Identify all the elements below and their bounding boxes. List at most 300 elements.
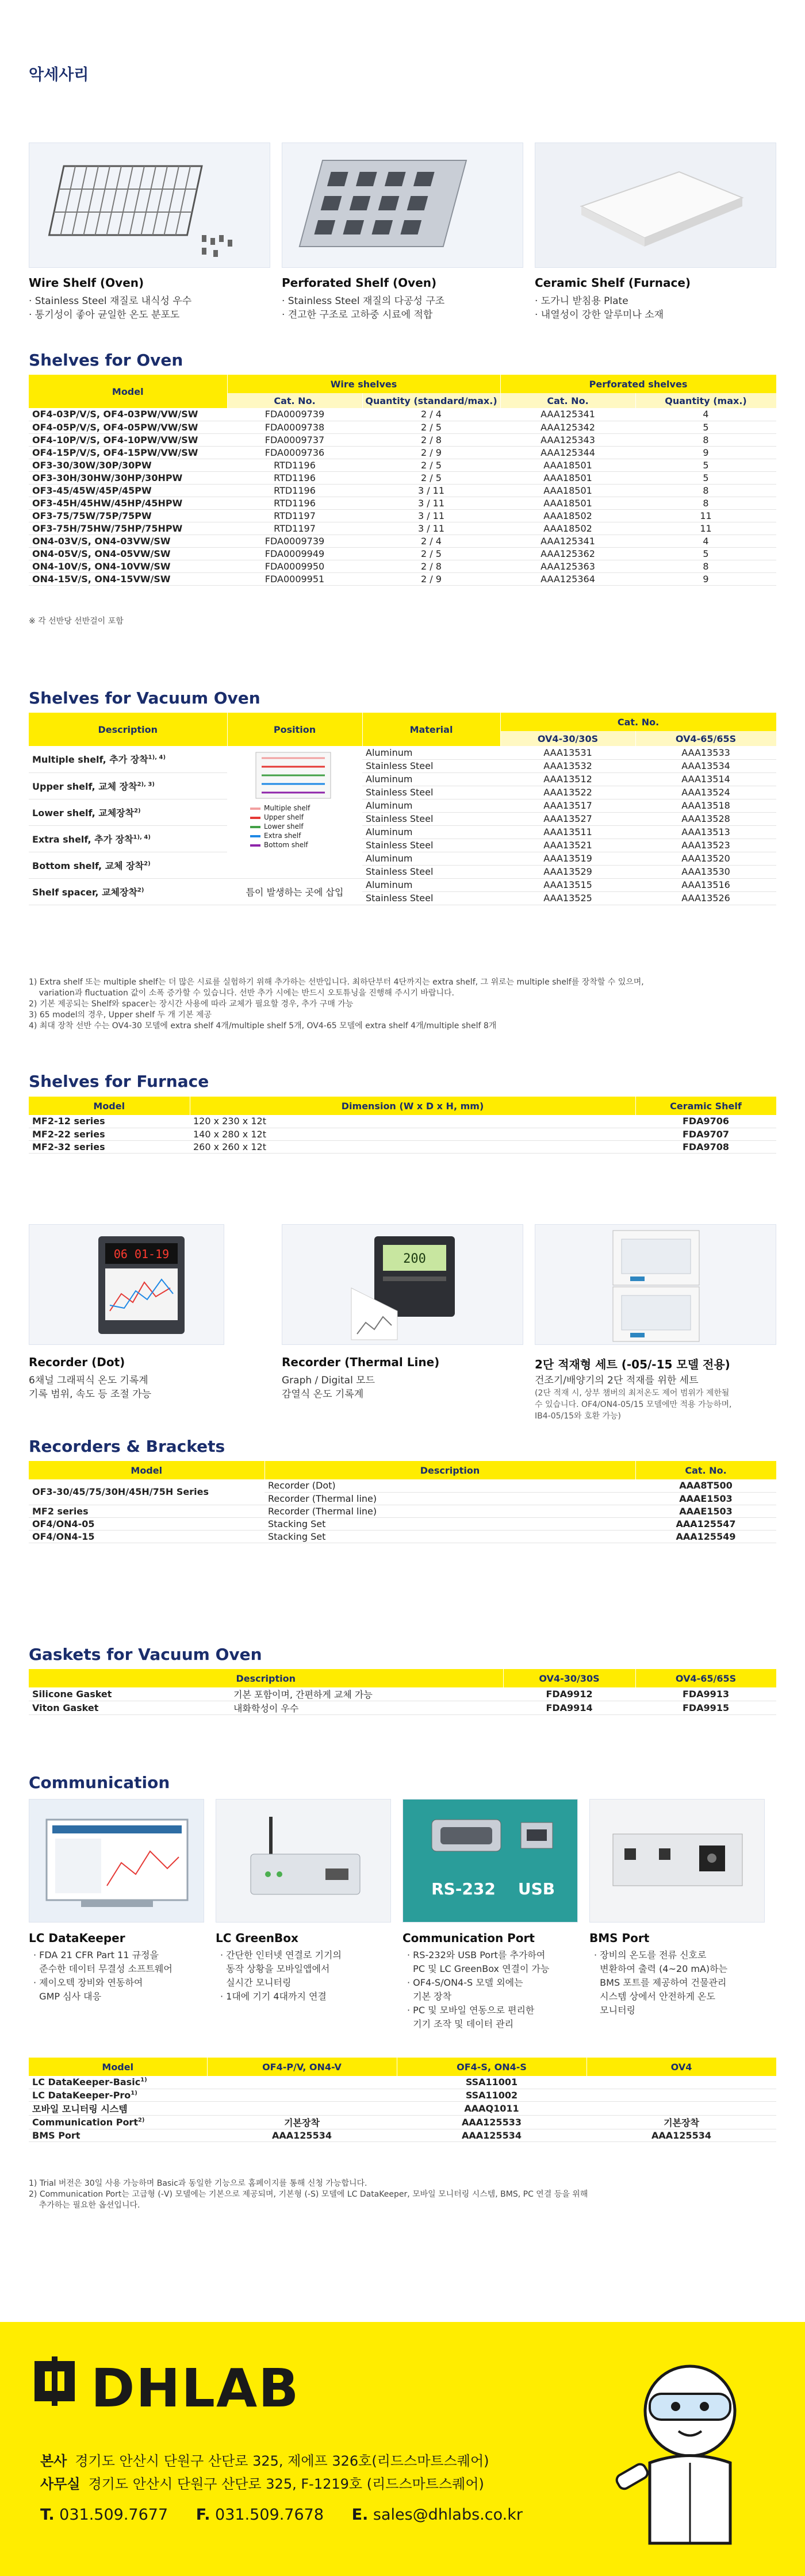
spacer-position-cell: 틈이 발생하는 곳에 삽입 [227,878,362,905]
material-cell: Aluminum [362,772,500,786]
perf-qty-cell: 4 [635,535,776,547]
perf-cat-cell: AAA125341 [500,535,635,547]
ov4-65-cat-cell: AAA13534 [635,759,776,772]
tel-value[interactable]: 031.509.7677 [59,2506,168,2524]
table-row [29,2129,776,2141]
description-cell [29,878,227,905]
vacuum-footnote: variation과 fluctuation 값이 소폭 증가할 수 있습니다. 선반 추가 시에는 반드시 오토튜닝을 진행해 주시기 바랍니다. [29,989,454,998]
recorder-dot-desc-2: 기록 범위, 속도 등 조절 가능 [29,1389,152,1400]
bms-port-desc-4: 시스템 상에서 안전하게 온도 [594,1991,715,2002]
bms-port-desc-1: · 장비의 온도를 전류 신호로 [594,1950,707,1960]
description-cell: Recorder (Thermal line) [264,1505,635,1517]
wire-shelf-illustration [29,143,270,268]
stacking-set-photo [535,1224,776,1345]
table-row [29,547,776,560]
recorder-thermal-photo [282,1224,523,1345]
model-cell: ON4-15V/S, ON4-15VW/SW [29,572,227,585]
vacuum-footnote: 2) 기본 제공되는 Shelf와 spacer는 장시간 사용에 따라 교체가 필요할 경우, 추가 구매 가능 [29,999,354,1009]
ov4-65-cat-cell: FDA9915 [635,1701,776,1715]
ov4-30-cat-cell: AAA13517 [500,799,635,812]
material-cell: Stainless Steel [362,759,500,772]
communication-footnote: 2) Communication Port는 고급형 (-V) 모델에는 기본으로 제공되며, 기본형 (-S) 모델에 LC DataKeeper, 모바일 모니터링 시스템, BMS, PC 연결 등을 위해 [29,2190,588,2199]
description-footnote: 1), 4) [148,754,166,761]
table-row [29,852,776,865]
wire-qty-cell: 2 / 8 [362,433,500,446]
recorder-thermal-desc-1: Graph / Digital 모드 [282,1375,375,1386]
description-cell [29,852,227,878]
wire-qty-cell: 2 / 4 [362,408,500,421]
office-address-line [40,2473,484,2493]
shelves-vacuum-table [29,713,777,905]
wire-qty-cell: 3 / 11 [362,484,500,497]
description-text: Shelf spacer, 교체장착 [32,886,137,898]
stacking-set-desc-1: 건조기/배양기의 2단 적재를 위한 세트 [535,1375,699,1386]
legend-item [233,831,356,840]
perf-cat-cell: AAA125364 [500,572,635,585]
material-cell: Stainless Steel [362,786,500,799]
col-description: Description [29,1669,503,1687]
cat-cell: 기본장착 [207,2115,397,2129]
table-row [29,1517,776,1530]
dimension-cell: 260 x 260 x 12t [190,1140,635,1153]
bms-port-desc-5: 모니터링 [594,2005,635,2016]
dimension-cell: 140 x 280 x 12t [190,1128,635,1140]
hq-label: 본사 [40,2453,67,2469]
cat-cell: AAA125533 [397,2115,586,2129]
lc-datakeeper-desc-4: GMP 심사 대응 [33,1991,102,2002]
table-row [29,825,776,839]
ceramic-cat-cell: FDA9706 [635,1115,776,1128]
model-label: LC DataKeeper-Pro [32,2089,131,2101]
table-row [29,459,776,471]
mascot-icon [615,2366,735,2543]
wire-cat-cell: RTD1196 [227,497,362,509]
shelves-oven-title: Shelves for Oven [29,351,183,370]
lc-greenbox-desc-4: · 1대에 기기 4대까지 연결 [220,1991,327,2002]
table-row [29,772,776,786]
model-cell: OF4-10P/V/S, OF4-10PW/VW/SW [29,433,227,446]
perf-qty-cell: 5 [635,459,776,471]
table-row [29,2076,776,2089]
wire-qty-cell: 2 / 8 [362,560,500,572]
lc-greenbox-illustration [216,1800,391,1923]
table-row [29,421,776,433]
table-row [29,2089,776,2101]
legend-item [233,813,356,822]
ov4-65-cat-cell: AAA13533 [635,746,776,759]
wire-cat-cell: FDA0009949 [227,547,362,560]
ov4-30-cat-cell: AAA13525 [500,891,635,905]
perf-cat-cell: AAA18502 [500,509,635,522]
ov4-65-cat-cell: AAA13514 [635,772,776,786]
stacking-set-title: 2단 적재형 세트 (-05/-15 모델 전용) [535,1358,730,1371]
brand-name: DHLAB [91,2358,300,2419]
col-wire-cat: Cat. No. [227,393,362,408]
cat-cell: AAAQ1011 [207,2101,776,2115]
table-row [29,572,776,585]
hq-address: 경기도 안산시 단원구 산단로 325, 제에프 326호(리드스마트스퀘어) [75,2453,489,2469]
model-cell: MF2 series [29,1505,264,1517]
legend-swatch [250,844,260,847]
lc-datakeeper-title: LC DataKeeper [29,1931,125,1945]
wire-qty-cell: 2 / 9 [362,572,500,585]
description-footnote: 2), 3) [137,781,155,788]
col-cat: Cat. No. [500,713,776,731]
wire-qty-cell: 2 / 9 [362,446,500,459]
perforated-shelf-illustration [282,143,523,268]
model-label: 모바일 모니터링 시스템 [32,2103,128,2114]
email-label: E. [351,2506,369,2524]
ceramic-cat-cell: FDA9708 [635,1140,776,1153]
wire-cat-cell: RTD1197 [227,509,362,522]
model-cell [29,2089,207,2101]
ov4-30-cat-cell: AAA13529 [500,865,635,878]
tel-label: T. [40,2506,55,2524]
model-cell: OF3-30/45/75/30H/45H/75H Series [29,1479,264,1505]
wire-qty-cell: 2 / 5 [362,471,500,484]
gasket-name-cell: Silicone Gasket [29,1687,230,1701]
ceramic-cat-cell: FDA9707 [635,1128,776,1140]
description-cell [29,746,227,772]
col-cat: Cat. No. [635,1461,776,1479]
table-row [29,1701,776,1715]
legend-swatch [250,826,260,828]
cat-cell: 기본장착 [586,2115,776,2129]
perf-cat-cell: AAA18501 [500,497,635,509]
perforated-shelf-title: Perforated Shelf (Oven) [282,276,437,290]
perf-qty-cell: 8 [635,560,776,572]
perf-qty-cell: 5 [635,421,776,433]
communication-port-desc-4: 기본 장착 [407,1991,452,2002]
ov4-30-cat-cell: AAA13515 [500,878,635,891]
description-text: Extra shelf, 추가 장착 [32,833,133,845]
ov4-30-cat-cell: FDA9912 [503,1687,635,1701]
shelves-oven-table [29,375,777,586]
stacking-set-illustration [535,1225,776,1345]
perf-cat-cell: AAA18501 [500,459,635,471]
table-row [29,509,776,522]
model-cell [29,2076,207,2089]
table-row [29,1115,776,1128]
ov4-65-cat-cell: AAA13518 [635,799,776,812]
lc-greenbox-desc-1: · 간단한 인터넷 연결로 기기의 [220,1950,342,1960]
perf-cat-cell: AAA125344 [500,446,635,459]
stacking-set-desc-3: 수 있습니다. OF4/ON4-05/15 모델에만 적용 가능하며, [535,1400,732,1409]
model-cell: ON4-05V/S, ON4-05VW/SW [29,547,227,560]
col-perforated: Perforated shelves [500,375,776,393]
perf-cat-cell: AAA125362 [500,547,635,560]
recorder-thermal-display: 200 [403,1252,426,1266]
model-cell: MF2-32 series [29,1140,190,1153]
description-cell: Recorder (Dot) [264,1479,635,1492]
perf-qty-cell: 11 [635,509,776,522]
description-text: Lower shelf, 교체장착 [32,807,135,818]
material-cell: Aluminum [362,878,500,891]
table-row [29,471,776,484]
col-description: Description [29,713,227,746]
description-cell: Stacking Set [264,1530,635,1543]
communication-table [29,2058,777,2142]
model-cell [29,2101,207,2115]
wire-cat-cell: FDA0009738 [227,421,362,433]
usb-label: USB [518,1879,555,1898]
recorder-dot-illustration [29,1225,224,1345]
wire-cat-cell: FDA0009950 [227,560,362,572]
model-cell: MF2-12 series [29,1115,190,1128]
perf-qty-cell: 5 [635,547,776,560]
col-ov4-65: OV4-65/65S [635,1669,776,1687]
col-ceramic: Ceramic Shelf [635,1097,776,1115]
model-label: Communication Port [32,2116,138,2128]
lc-greenbox-title: LC GreenBox [216,1931,298,1945]
wire-cat-cell: FDA0009951 [227,572,362,585]
communication-port-desc-6: 기기 조작 및 데이터 관리 [407,2018,514,2029]
description-cell [29,772,227,799]
col-position: Position [227,713,362,746]
perf-qty-cell: 11 [635,522,776,535]
table-row [29,484,776,497]
description-cell [29,799,227,825]
ov4-30-cat-cell: AAA13511 [500,825,635,839]
cat-cell: AAA125547 [635,1517,776,1530]
ov4-30-cat-cell: AAA13527 [500,812,635,825]
model-cell: OF4-05P/V/S, OF4-05PW/VW/SW [29,421,227,433]
perf-cat-cell: AAA18502 [500,522,635,535]
perf-qty-cell: 8 [635,497,776,509]
ov4-65-cat-cell: AAA13523 [635,839,776,852]
wire-qty-cell: 2 / 5 [362,547,500,560]
wire-cat-cell: FDA0009739 [227,408,362,421]
table-row [29,560,776,572]
ov4-65-cat-cell: AAA13513 [635,825,776,839]
material-cell: Aluminum [362,799,500,812]
lc-greenbox-desc-3: 실시간 모니터링 [220,1977,292,1988]
model-cell: OF3-30/30W/30P/30PW [29,459,227,471]
lc-datakeeper-desc-3: · 제이오텍 장비와 연동하여 [33,1977,143,1988]
cat-cell: AAAE1503 [635,1492,776,1505]
dhlab-logo-icon [34,2356,75,2406]
legend-label: Multiple shelf [264,804,310,812]
ov4-65-cat-cell: AAA13524 [635,786,776,799]
perf-qty-cell: 4 [635,408,776,421]
perforated-shelf-desc-1: · Stainless Steel 재질의 다공성 구조 [282,295,445,307]
gasket-desc-cell: 기본 포함이며, 간편하게 교체 가능 [230,1687,503,1701]
model-cell: ON4-03V/S, ON4-03VW/SW [29,535,227,547]
ov4-30-cat-cell: FDA9914 [503,1701,635,1715]
perforated-shelf-photo [282,143,523,268]
communication-port-desc-5: · PC 및 모바일 연동으로 편리한 [407,2005,535,2016]
model-footnote: 1) [131,2090,137,2097]
model-cell: OF3-45/45W/45P/45PW [29,484,227,497]
legend-swatch [250,817,260,819]
wire-qty-cell: 2 / 5 [362,459,500,471]
wire-cat-cell: FDA0009739 [227,535,362,547]
ov4-65-cat-cell: FDA9913 [635,1687,776,1701]
wire-qty-cell: 2 / 5 [362,421,500,433]
recorder-dot-desc-1: 6채널 그래픽식 온도 기록계 [29,1375,148,1386]
rs232-label: RS-232 [431,1879,496,1898]
table-row [29,408,776,421]
description-footnote: 2) [134,808,141,814]
communication-footnote: 추가하는 필요한 옵션입니다. [29,2201,140,2210]
fax-label: F. [195,2506,210,2524]
dimension-cell: 120 x 230 x 12t [190,1115,635,1128]
bms-port-desc-3: BMS 포트를 제공하여 건물관리 [594,1977,727,1988]
col-description: Description [264,1461,635,1479]
ov4-65-cat-cell: AAA13520 [635,852,776,865]
communication-port-desc-1: · RS-232와 USB Port를 추가하여 [407,1950,546,1960]
cat-cell: AAAE1503 [635,1505,776,1517]
table-row [29,878,776,891]
communication-port-illustration [403,1800,578,1923]
material-cell: Stainless Steel [362,891,500,905]
table-row [29,535,776,547]
recorder-dot-title: Recorder (Dot) [29,1355,125,1369]
table-row [29,2115,776,2129]
model-footnote: 2) [137,2117,145,2124]
wire-qty-cell: 3 / 11 [362,522,500,535]
model-label: BMS Port [32,2129,80,2141]
lc-datakeeper-photo [29,1799,204,1923]
cat-cell: AAA125534 [586,2129,776,2141]
model-cell: OF3-75/75W/75P/75PW [29,509,227,522]
perf-qty-cell: 5 [635,471,776,484]
material-cell: Stainless Steel [362,865,500,878]
legend-swatch [250,808,260,810]
communication-port-desc-2: PC 및 LC GreenBox 연결이 가능 [407,1963,550,1974]
lc-datakeeper-desc-1: · FDA 21 CFR Part 11 규정을 [33,1950,159,1960]
communication-footnote: 1) Trial 버전은 30일 사용 가능하며 Basic과 동일한 기능으로 홈페이지를 통해 신청 가능합니다. [29,2179,367,2188]
perf-qty-cell: 8 [635,433,776,446]
col-model: Model [29,1461,264,1479]
model-cell [29,2115,207,2129]
model-cell: OF4/ON4-15 [29,1530,264,1543]
legend-label: Bottom shelf [264,841,308,849]
col-ov4-30: OV4-30/30S [500,731,635,746]
description-cell: Recorder (Thermal line) [264,1492,635,1505]
col-material: Material [362,713,500,746]
model-cell: OF4-03P/V/S, OF4-03PW/VW/SW [29,408,227,421]
ceramic-shelf-desc-1: · 도가니 받침용 Plate [535,295,628,307]
table-row [29,1140,776,1153]
wire-shelf-desc-1: · Stainless Steel 재질로 내식성 우수 [29,295,192,307]
legend-label: Upper shelf [264,813,304,821]
gaskets-title: Gaskets for Vacuum Oven [29,1645,262,1664]
model-cell: OF4/ON4-05 [29,1517,264,1530]
page-title: 악세사리 [29,66,89,84]
email-link[interactable]: sales@dhlabs.co.kr [373,2506,523,2524]
cat-cell: SSA11002 [207,2089,776,2101]
ov4-65-cat-cell: AAA13526 [635,891,776,905]
bms-port-desc-2: 변환하여 출력 (4~20 mA)하는 [594,1963,728,1974]
model-cell [29,2129,207,2141]
legend-item [233,840,356,849]
ov4-65-cat-cell: AAA13528 [635,812,776,825]
wire-cat-cell: FDA0009736 [227,446,362,459]
legend-swatch [250,835,260,837]
col-wire-qty: Quantity (standard/max.) [362,393,500,408]
col-wire: Wire shelves [227,375,500,393]
wire-shelf-photo [29,143,270,268]
lc-datakeeper-desc-2: 준수한 데이터 무결성 소프트웨어 [33,1963,172,1974]
table-row [29,1505,776,1517]
gasket-name-cell: Viton Gasket [29,1701,230,1715]
material-cell: Stainless Steel [362,812,500,825]
table-row [29,446,776,459]
wire-qty-cell: 2 / 4 [362,535,500,547]
legend-item [233,803,356,813]
communication-port-photo [402,1799,578,1923]
perf-cat-cell: AAA18501 [500,471,635,484]
communication-port-title: Communication Port [402,1931,535,1945]
ov4-65-cat-cell: AAA13530 [635,865,776,878]
shelves-furnace-title: Shelves for Furnace [29,1072,209,1091]
model-cell: OF3-30H/30HW/30HP/30HPW [29,471,227,484]
recorder-dot-photo [29,1224,224,1345]
table-row [29,1479,776,1492]
bms-port-photo [589,1799,765,1923]
col-model: Model [29,2058,207,2076]
model-cell: OF3-45H/45HW/45HP/45HPW [29,497,227,509]
ceramic-shelf-photo [535,143,776,268]
table-row [29,1687,776,1701]
wire-cat-cell: RTD1196 [227,471,362,484]
description-cell: Stacking Set [264,1517,635,1530]
shelves-oven-note: ※ 각 선반당 선반걸이 포함 [29,617,124,626]
table-row [29,2101,776,2115]
col-of4-s: OF4-S, ON4-S [397,2058,586,2076]
recorder-thermal-illustration [282,1225,523,1345]
office-address: 경기도 안산시 단원구 산단로 325, F-1219호 (리드스마트스퀘어) [88,2476,484,2492]
communication-title: Communication [29,1773,170,1792]
col-model: Model [29,375,227,408]
col-of4-pv: OF4-P/V, ON4-V [207,2058,397,2076]
recorder-dot-display: 06 01-19 [113,1247,170,1261]
lc-greenbox-desc-2: 동작 상황을 모바일앱에서 [220,1963,330,1974]
vacuum-footnote: 3) 65 model의 경우, Upper shelf 두 개 기본 제공 [29,1010,212,1020]
model-cell: OF4-15P/V/S, OF4-15PW/VW/SW [29,446,227,459]
vacuum-footnote: 1) Extra shelf 또는 multiple shelf는 더 많은 시료를 실험하기 위해 추가하는 선반입니다. 최하단부터 4단까지는 extra shelf, 그 위로는 multiple shelf를 장착할 수 있으며, [29,978,644,987]
communication-port-desc-3: · OF4-S/ON4-S 모델 외에는 [407,1977,523,1988]
recorder-thermal-title: Recorder (Thermal Line) [282,1355,440,1369]
perf-cat-cell: AAA125341 [500,408,635,421]
position-diagram-cell [227,746,362,878]
office-label: 사무실 [40,2476,80,2492]
description-cell [29,825,227,852]
model-footnote: 1) [140,2077,147,2083]
oven-position-diagram [233,749,354,801]
perforated-shelf-desc-2: · 견고한 구조로 고하중 시료에 적합 [282,309,433,321]
material-cell: Stainless Steel [362,839,500,852]
cat-cell: AAA125534 [397,2129,586,2141]
lc-datakeeper-illustration [29,1800,204,1923]
wire-cat-cell: RTD1196 [227,484,362,497]
cat-cell: SSA11001 [207,2076,776,2089]
footer [0,2322,805,2576]
table-row [29,746,776,759]
ceramic-shelf-title: Ceramic Shelf (Furnace) [535,276,691,290]
table-row [29,1530,776,1543]
perf-qty-cell: 9 [635,446,776,459]
recorders-title: Recorders & Brackets [29,1437,225,1456]
wire-qty-cell: 3 / 11 [362,497,500,509]
perf-cat-cell: AAA125342 [500,421,635,433]
ceramic-shelf-desc-2: · 내열성이 강한 알루미나 소재 [535,309,664,321]
description-footnote: 2) [137,887,144,894]
material-cell: Aluminum [362,852,500,865]
cat-cell: AAA8T500 [635,1479,776,1492]
ov4-30-cat-cell: AAA13512 [500,772,635,786]
